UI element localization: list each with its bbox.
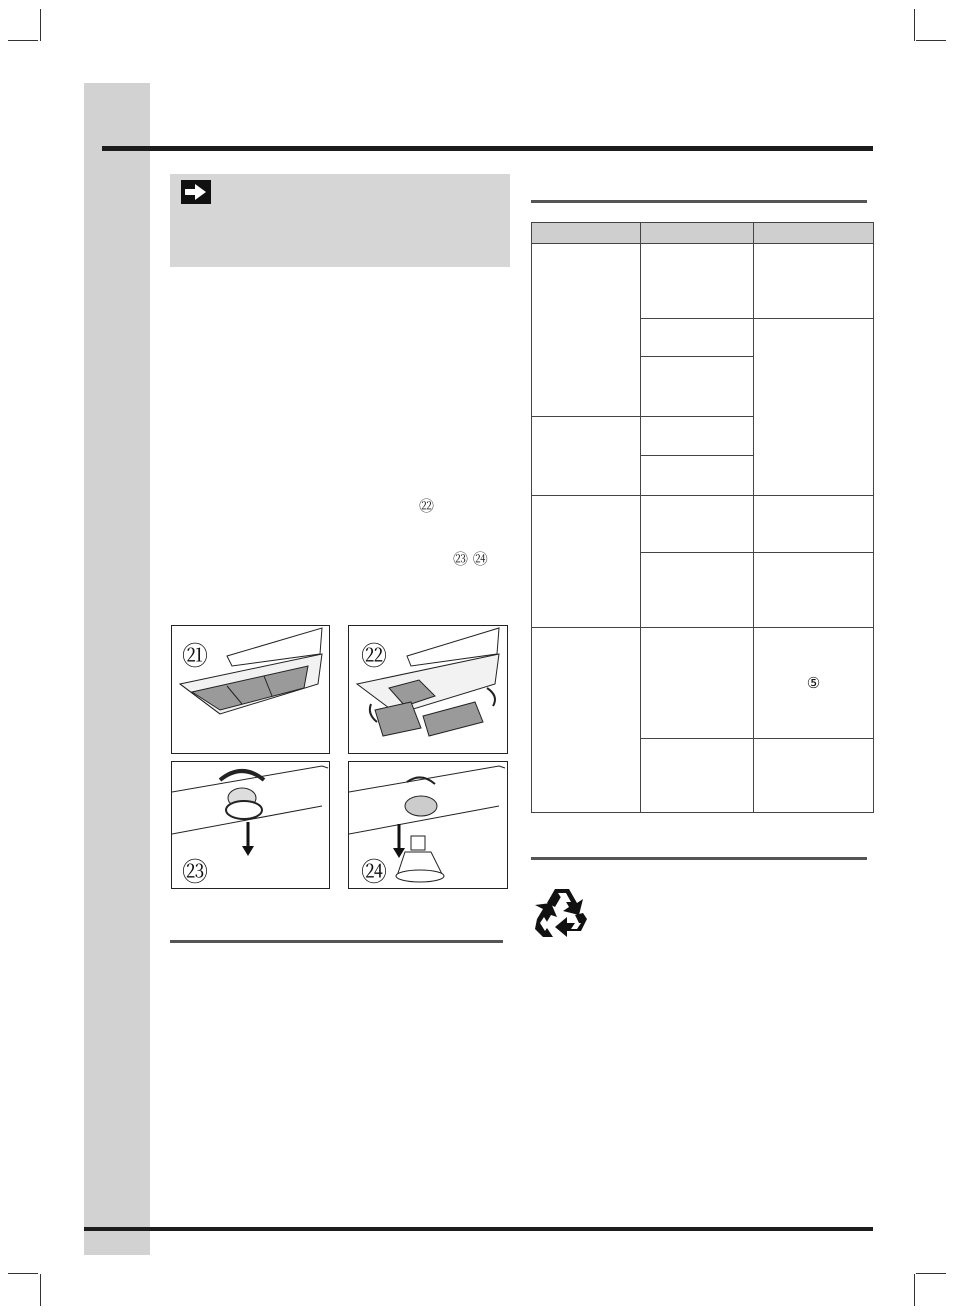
section-rule: [531, 200, 867, 203]
table-cell: [641, 738, 754, 812]
table-cell: [754, 553, 874, 628]
table-cell: [532, 495, 641, 627]
figure-ref-22: ㉒: [419, 497, 435, 515]
table-header-cell: [641, 223, 754, 244]
table-header-cell: [532, 223, 641, 244]
table-cell: [754, 495, 874, 552]
table-cell: [641, 553, 754, 628]
crop-mark: [40, 9, 41, 41]
figure-number: ㉒: [361, 642, 388, 672]
table-cell: [754, 628, 874, 738]
table-cell: [754, 244, 874, 319]
filter-removal-illustration: [349, 626, 507, 753]
table-cell: [641, 244, 754, 319]
table-cell: [754, 319, 874, 496]
crop-mark: [8, 1273, 38, 1274]
arrow-right-icon: [181, 180, 211, 204]
table-cell: [641, 628, 754, 738]
table-cell: [641, 319, 754, 357]
header-rule: [102, 146, 873, 151]
crop-mark: [40, 1274, 41, 1306]
figure-21: [171, 625, 330, 754]
troubleshooting-table: [531, 222, 874, 813]
table-cell: [641, 495, 754, 552]
lamp-cover-illustration: [172, 762, 329, 888]
table-cell: [754, 738, 874, 812]
crop-mark: [914, 1274, 915, 1306]
figure-23: [171, 761, 330, 889]
figure-number: ㉑: [182, 642, 209, 672]
table-row: [532, 628, 874, 738]
table-row: [532, 495, 874, 552]
figure-number: ㉔: [361, 858, 388, 888]
table-cell: [532, 628, 641, 813]
note-box: [170, 174, 510, 267]
table-cell: [641, 416, 754, 455]
table-cell: [532, 244, 641, 417]
table-cell: [532, 416, 641, 495]
section-rule: [531, 857, 867, 860]
side-strip: [84, 83, 150, 1255]
crop-mark: [916, 40, 946, 41]
hood-illustration: [172, 626, 329, 753]
section-rule: [170, 940, 503, 943]
figure-ref-23-24: ㉓ ㉔: [453, 550, 488, 568]
figure-ref-5: ⑤: [806, 673, 821, 692]
figure-24: [348, 761, 508, 889]
table-header-cell: [754, 223, 874, 244]
crop-mark: [914, 9, 915, 41]
bulb-replacement-illustration: [349, 762, 507, 888]
figure-number: ㉓: [182, 858, 209, 888]
footer-rule: [84, 1227, 873, 1231]
crop-mark: [8, 40, 38, 41]
table-row: [532, 244, 874, 319]
figure-22: [348, 625, 508, 754]
crop-mark: [916, 1273, 946, 1274]
recycling-symbol-icon: [531, 885, 593, 947]
table-header-row: [532, 223, 874, 244]
table-cell: [641, 357, 754, 416]
table-cell: [641, 455, 754, 495]
